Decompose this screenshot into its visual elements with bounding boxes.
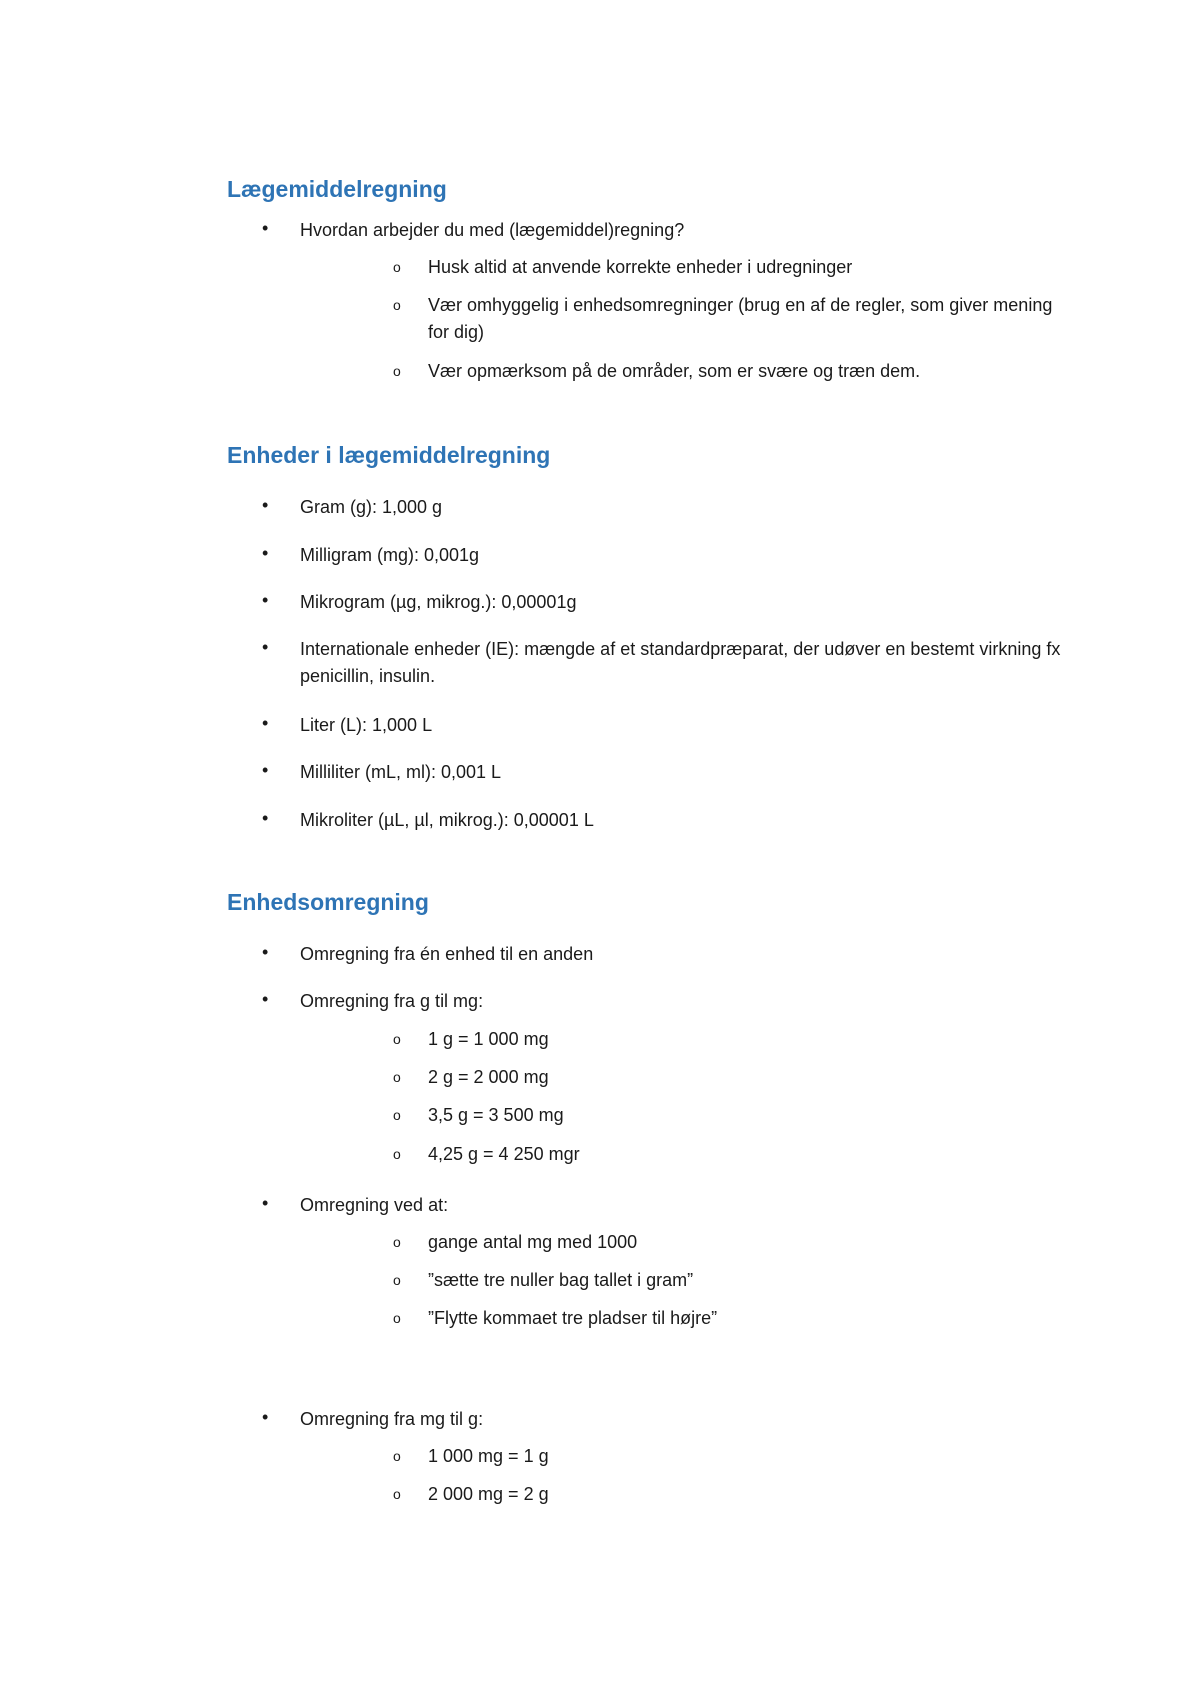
list-item: Internationale enheder (IE): mængde af et standardpræparat, der udøver en bestemt virkning fx penicillin, insulin. (300, 639, 1061, 686)
list-item: Gram (g): 1,000 g (300, 497, 443, 517)
circle-bullet-icon: o (393, 1310, 401, 1326)
list-item: Husk altid at anvende korrekte enheder i udregninger (428, 257, 853, 277)
list-item: Liter (L): 1,000 L (300, 715, 433, 735)
list-item: 2 g = 2 000 mg (428, 1067, 549, 1087)
heading-enhedsomregning: Enhedsomregning (227, 889, 429, 915)
circle-bullet-icon: o (393, 1031, 401, 1047)
heading-enheder: Enheder i lægemiddelregning (227, 442, 551, 468)
bullet-icon: • (262, 218, 269, 238)
circle-bullet-icon: o (393, 1146, 401, 1162)
circle-bullet-icon: o (393, 1069, 401, 1085)
circle-bullet-icon: o (393, 1234, 401, 1250)
list-item: Milligram (mg): 0,001g (300, 545, 480, 565)
list-item: Mikroliter (µL, µl, mikrog.): 0,00001 L (300, 810, 594, 830)
bullet-icon: • (262, 808, 269, 828)
circle-bullet-icon: o (393, 259, 401, 275)
bullet-icon: • (262, 1193, 269, 1213)
list-item: Mikrogram (µg, mikrog.): 0,00001g (300, 592, 577, 612)
list-item: Omregning ved at: (300, 1195, 449, 1215)
list-item: Vær opmærksom på de områder, som er svære og træn dem. (428, 361, 921, 381)
bullet-icon: • (262, 942, 269, 962)
bullet-icon: • (262, 495, 269, 515)
list-item: Omregning fra mg til g: (300, 1409, 484, 1429)
list-item: 1 g = 1 000 mg (428, 1029, 549, 1049)
list-item: gange antal mg med 1000 (428, 1232, 638, 1252)
list-item: Omregning fra én enhed til en anden (300, 944, 594, 964)
circle-bullet-icon: o (393, 297, 401, 313)
list-item: Hvordan arbejder du med (lægemiddel)regning? (300, 220, 685, 240)
circle-bullet-icon: o (393, 1107, 401, 1123)
bullet-icon: • (262, 989, 269, 1009)
bullet-icon: • (262, 1407, 269, 1427)
list-item: ”Flytte kommaet tre pladser til højre” (428, 1308, 718, 1328)
list-item: Vær omhyggelig i enhedsomregninger (brug en af de regler, som giver mening for dig) (428, 295, 1053, 342)
bullet-icon: • (262, 590, 269, 610)
list-item: 1 000 mg = 1 g (428, 1446, 549, 1466)
list-item: 3,5 g = 3 500 mg (428, 1105, 564, 1125)
list-item: 4,25 g = 4 250 mgr (428, 1144, 580, 1164)
list-item: Milliliter (mL, ml): 0,001 L (300, 762, 502, 782)
heading-laegemiddelregning: Lægemiddelregning (227, 176, 447, 202)
circle-bullet-icon: o (393, 363, 401, 379)
bullet-icon: • (262, 760, 269, 780)
circle-bullet-icon: o (393, 1448, 401, 1464)
bullet-icon: • (262, 637, 269, 657)
list-item: Omregning fra g til mg: (300, 991, 484, 1011)
list-item: 2 000 mg = 2 g (428, 1484, 549, 1504)
bullet-icon: • (262, 543, 269, 563)
circle-bullet-icon: o (393, 1486, 401, 1502)
circle-bullet-icon: o (393, 1272, 401, 1288)
list-item: ”sætte tre nuller bag tallet i gram” (428, 1270, 694, 1290)
bullet-icon: • (262, 713, 269, 733)
